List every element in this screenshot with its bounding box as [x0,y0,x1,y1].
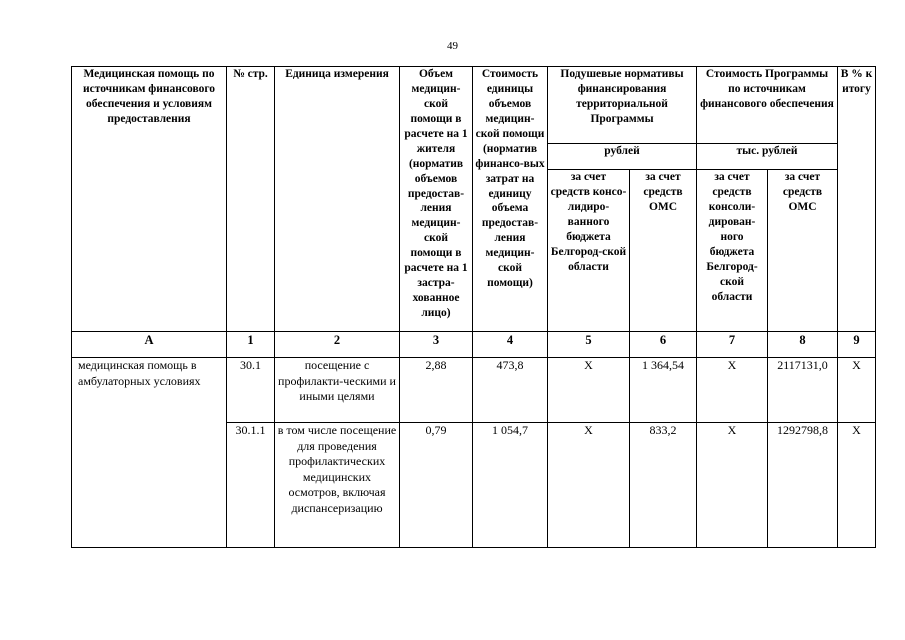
header-line-number: № стр. [227,67,275,332]
header-volume: Объем медицин-ской помощи в расчете на 1 жителя (норматив объемов предостав-ления медицин-ской помощи в расчете на 1 застра-хованное лицо) [400,67,473,332]
section-label: медицинская помощь в амбулаторных условиях [72,358,227,548]
column-number: 8 [768,332,838,358]
header-unit: Единица измерения [275,67,400,332]
cost-oms-cell: 2117131,0 [768,358,838,423]
header-cost-oms: за счет средств ОМС [768,170,838,332]
program-cost-table [71,66,876,548]
volume-cell: 2,88 [400,358,473,423]
header-care-type: Медицинская помощь по источникам финансового обеспечения и условиям предоставления [72,67,227,332]
norm-oms-cell: 833,2 [630,423,697,548]
norm-oms-cell: 1 364,54 [630,358,697,423]
column-number: 9 [838,332,876,358]
line-number: 30.1 [227,358,275,423]
column-number: 5 [548,332,630,358]
column-number: 2 [275,332,400,358]
cost-budget-cell: Х [697,358,768,423]
table-row [72,358,876,423]
header-program-cost: Стоимость Программы по источникам финансового обеспечения [697,67,838,144]
column-number: 6 [630,332,697,358]
header-cost-budget: за счет средств консоли-дирован-ного бюджета Белгород-ской области [697,170,768,332]
header-percent-total: В % к итогу [838,67,876,332]
unit-cost-cell: 473,8 [473,358,548,423]
column-number: 1 [227,332,275,358]
norm-budget-cell: Х [548,358,630,423]
unit-cell: в том числе посещение для проведения профилактических медицинских осмотров, включая диспансеризацию [275,423,400,548]
header-unit-cost: Стоимость единицы объемов медицин-ской помощи (норматив финансо-вых затрат на единицу объема предостав-ления медицин-ской помощи) [473,67,548,332]
column-number: 4 [473,332,548,358]
header-norm-budget: за счет средств консо-лидиро-ванного бюджета Белгород-ской области [548,170,630,332]
cost-budget-cell: Х [697,423,768,548]
column-number: 3 [400,332,473,358]
header-unit-rubles: рублей [548,144,697,170]
percent-cell: Х [838,358,876,423]
unit-cell: посещение с профилакти-ческими и иными целями [275,358,400,423]
page-number: 49 [447,40,458,52]
header-norm-oms: за счет средств ОМС [630,170,697,332]
column-number: 7 [697,332,768,358]
norm-budget-cell: Х [548,423,630,548]
unit-cost-cell: 1 054,7 [473,423,548,548]
volume-cell: 0,79 [400,423,473,548]
header-unit-thousand-rubles: тыс. рублей [697,144,838,170]
line-number: 30.1.1 [227,423,275,548]
header-per-capita-normatives: Подушевые нормативы финансирования территориальной Программы [548,67,697,144]
percent-cell: Х [838,423,876,548]
cost-oms-cell: 1292798,8 [768,423,838,548]
column-number: А [72,332,227,358]
